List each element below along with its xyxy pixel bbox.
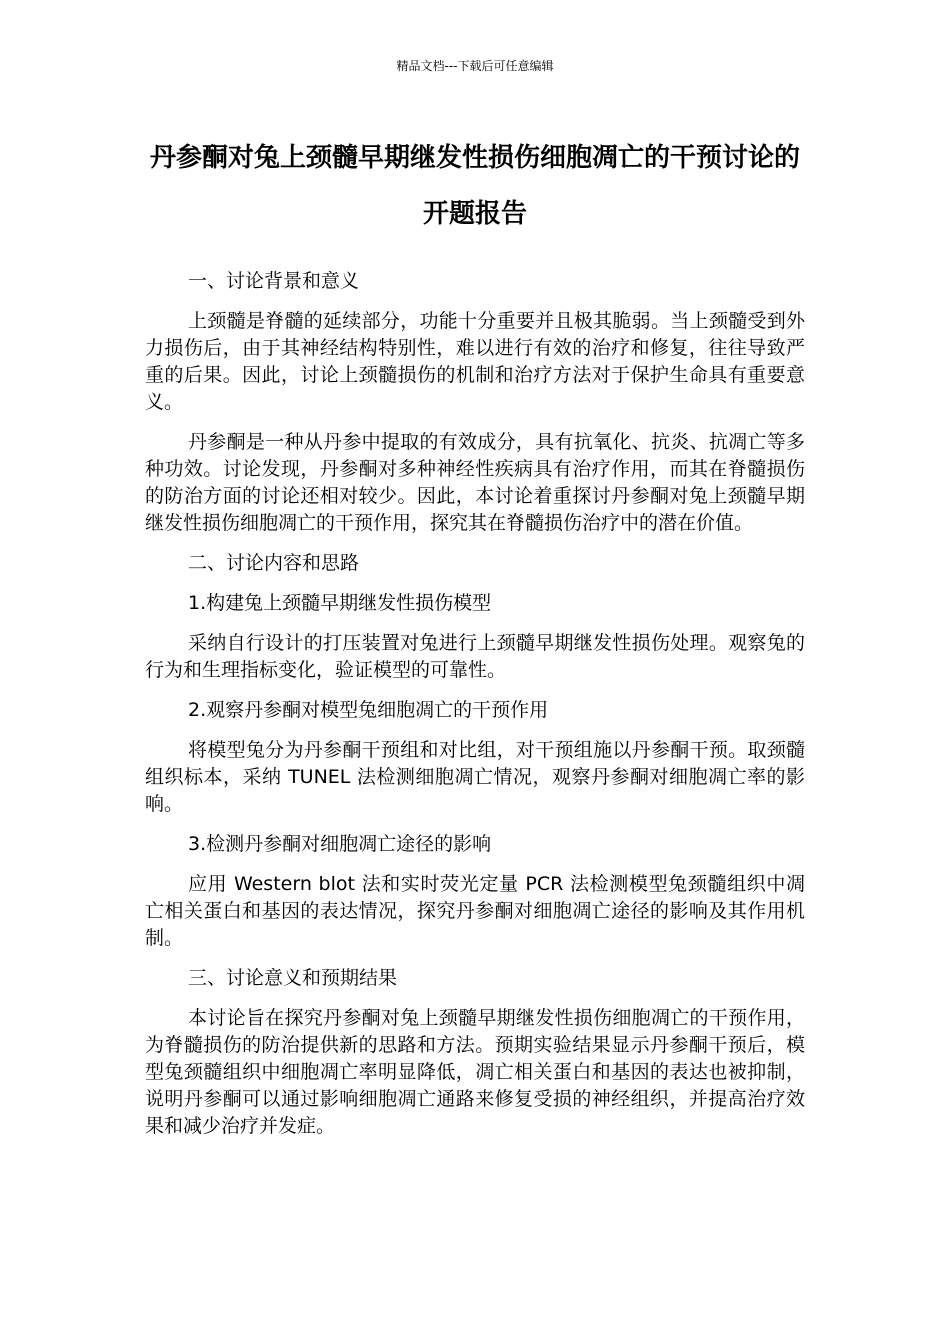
body-paragraph: 本讨论旨在探究丹参酮对兔上颈髓早期继发性损伤细胞凋亡的干预作用，为脊髓损伤的防治提供新的思路和方法。预期实验结果显示丹参酮干预后，模型兔颈髓组织中细胞凋亡率明显降低，凋亡相关蛋白和基因的表达也被抑制，说明丹参酮可以通过影响细胞凋亡通路来修复受损的神经组织，并提高治疗效果和减少治疗并发症。 [145, 1007, 805, 1137]
subsection-heading-intervention: 2.观察丹参酮对模型兔细胞凋亡的干预作用 [188, 699, 549, 721]
body-paragraph: 应用 Western blot 法和实时荧光定量 PCR 法检测模型兔颈髓组织中凋亡相关蛋白和基因的表达情况，探究丹参酮对细胞凋亡途径的影响及其作用机制。 [145, 873, 805, 949]
page-header: 精品文档---下载后可任意编辑 [396, 59, 554, 73]
document-body [145, 268, 805, 1140]
document-title: 丹参酮对兔上颈髓早期继发性损伤细胞凋亡的干预讨论的开题报告 [149, 143, 800, 229]
body-paragraph: 将模型兔分为丹参酮干预组和对比组，对干预组施以丹参酮干预。取颈髓组织标本，采纳 TUNEL 法检测细胞凋亡情况，观察丹参酮对细胞凋亡率的影响。 [145, 739, 805, 815]
body-paragraph: 丹参酮是一种从丹参中提取的有效成分，具有抗氧化、抗炎、抗凋亡等多种功效。讨论发现，丹参酮对多种神经性疾病具有治疗作用，而其在脊髓损伤的防治方面的讨论还相对较少。因此，本讨论着重探讨丹参酮对兔上颈髓早期继发性损伤细胞凋亡的干预作用，探究其在脊髓损伤治疗中的潜在价值。 [145, 431, 805, 534]
subsection-heading-model: 1.构建兔上颈髓早期继发性损伤模型 [188, 592, 492, 614]
section-heading-significance: 三、讨论意义和预期结果 [188, 967, 398, 989]
body-paragraph: 上颈髓是脊髓的延续部分，功能十分重要并且极其脆弱。当上颈髓受到外力损伤后，由于其神经结构特别性，难以进行有效的治疗和修复，往往导致严重的后果。因此，讨论上颈髓损伤的机制和治疗方法对于保护生命具有重要意义。 [145, 310, 805, 413]
section-heading-content: 二、讨论内容和思路 [188, 552, 360, 574]
section-heading-background: 一、讨论背景和意义 [188, 270, 360, 292]
subsection-heading-pathway: 3.检测丹参酮对细胞凋亡途径的影响 [188, 833, 492, 855]
body-paragraph: 采纳自行设计的打压装置对兔进行上颈髓早期继发性损伤处理。观察兔的行为和生理指标变化，验证模型的可靠性。 [145, 632, 805, 681]
